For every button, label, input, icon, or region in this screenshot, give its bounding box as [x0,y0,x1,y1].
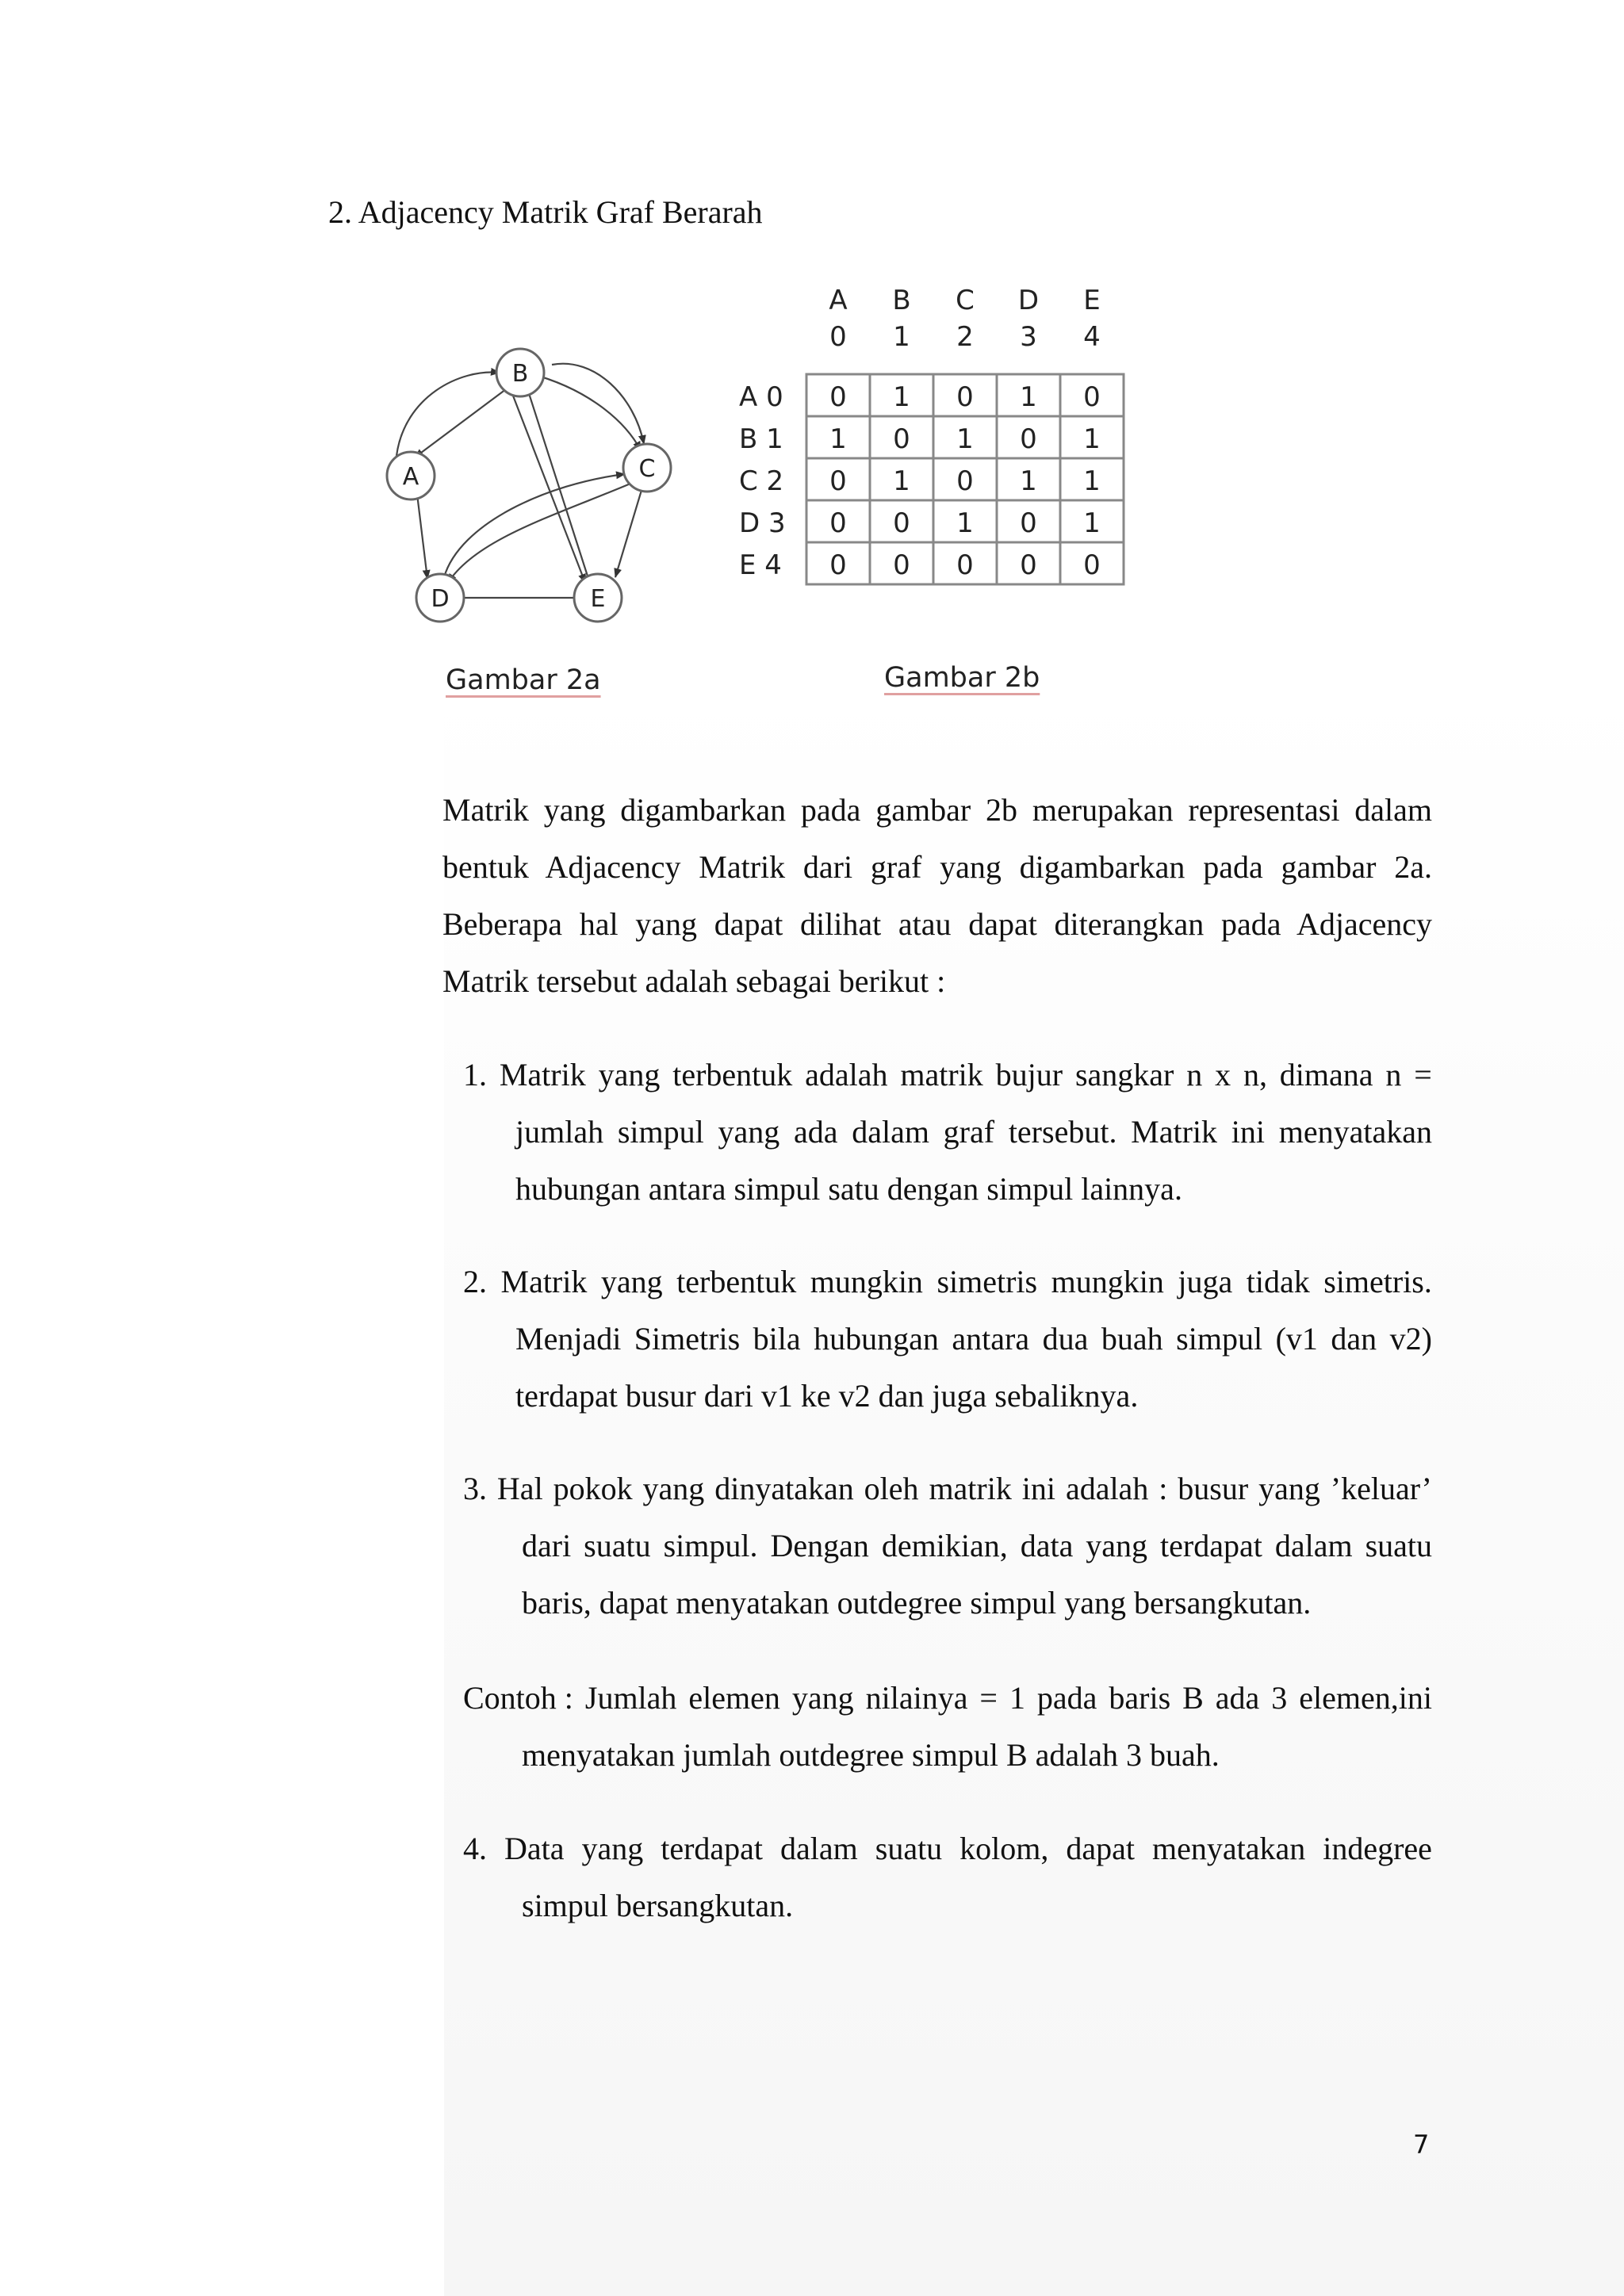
col-letter: C [956,285,975,316]
word: pokok [553,1471,633,1506]
node-e [574,574,622,622]
word: simetris [936,1264,1038,1299]
list-item-4 [463,1820,1432,1934]
node-b-label: B [511,360,529,388]
list-marker: 3. [463,1471,487,1506]
word: : [1159,1471,1168,1506]
node-c-label: C [638,455,656,483]
word: nilainya [865,1680,968,1716]
figures-svg [373,277,1166,721]
word: mungkin [810,1264,923,1299]
matrix-row-labels [739,381,786,581]
list-item-continuation: dari suatu simpul. Dengan demikian, data yang terdapat dalam suatu baris, dapat menyatakan outdegree simpul yang bersangkutan. [522,1528,1432,1621]
word: elemen [688,1680,780,1716]
word: terbentuk [672,1057,793,1093]
word: n [1186,1057,1203,1093]
matrix-cell: 1 [1020,381,1037,413]
list-item-first-line [463,1460,1432,1517]
col-letter: A [829,285,848,316]
word: adalah [1065,1471,1149,1506]
list-item-first-line [463,1820,1432,1877]
list-item-continuation: Menjadi Simetris bila hubungan antara dua buah simpul (v1 dan v2) terdapat busur dari v1 ke v2 dan juga sebaliknya. [515,1321,1432,1414]
edge-d-c [444,474,625,577]
node-b [496,349,544,396]
matrix-cell: 1 [1083,423,1101,455]
word: x [1215,1057,1231,1093]
matrix-cell: 0 [1020,507,1037,539]
list-item-first-line [463,1670,1432,1727]
word: Data [504,1831,565,1866]
matrix-cell: 0 [1083,549,1101,581]
word: = [979,1680,998,1716]
edge-a-b [396,373,500,456]
word: busur [1178,1471,1249,1506]
matrix-cell: 1 [893,381,910,413]
col-letter: E [1083,285,1101,316]
matrix-cell: 0 [829,381,847,413]
word: terbentuk [676,1264,797,1299]
list-item-2 [463,1253,1432,1425]
matrix-cell: 1 [893,465,910,497]
word: yang [791,1680,854,1716]
intro-paragraph: Matrik yang digambarkan pada gambar 2b merupakan representasi dalam bentuk Adjacency Matrik dari graf yang digambarkan pada gambar 2a. Beberapa hal yang dapat dilihat atau dapat diterangkan pada Adjacency Matrik tersebut adalah sebagai berikut : [442,792,1432,999]
section-heading: 2. Adjacency Matrik Graf Berarah [328,194,763,230]
word: matrik [900,1057,983,1093]
page-number: 7 [1413,2130,1430,2160]
word: menyatakan [1152,1831,1306,1866]
word: ini [1021,1471,1056,1506]
word: dinyatakan [714,1471,854,1506]
matrix-cell: 0 [1083,381,1101,413]
list-marker: 1. [463,1057,487,1093]
matrix-cell: 1 [1083,507,1101,539]
row-label: E 4 [739,549,782,581]
edge-a-d [416,488,427,579]
word: pada [1036,1680,1097,1716]
word: yang [581,1831,644,1866]
word: ada [1215,1680,1260,1716]
word: matrik [929,1471,1012,1506]
word: yang [1258,1471,1320,1506]
list-item-3 [463,1460,1432,1632]
word: tidak [1246,1264,1310,1299]
node-a-label: A [402,463,419,491]
word: Hal [496,1471,543,1506]
node-e-label: E [590,585,606,613]
word: Matrik [499,1057,586,1093]
word: simetris. [1323,1264,1432,1299]
word: 3 [1271,1680,1288,1716]
word: sangkar [1074,1057,1174,1093]
col-number: 1 [893,321,910,353]
edge-b-d [527,388,590,584]
word: adalah [805,1057,888,1093]
word: B [1182,1680,1204,1716]
col-letter: D [1017,285,1040,316]
word: Matrik [500,1264,588,1299]
matrix-column-headers [829,285,1100,353]
row-label: B 1 [739,423,783,455]
word: indegree [1323,1831,1432,1866]
word: yang [642,1471,705,1506]
node-a [387,452,435,499]
matrix-cell: 0 [893,549,910,581]
row-label: A 0 [739,381,783,413]
word: oleh [864,1471,919,1506]
col-number: 2 [956,321,974,353]
caption-gambar-2b: Gambar 2b [884,662,1040,694]
example-marker: Contoh : [463,1680,573,1716]
matrix-cell: 1 [1020,465,1037,497]
list-item-continuation: simpul bersangkutan. [522,1888,794,1923]
matrix-cell: 1 [829,423,847,455]
word: terdapat [661,1831,764,1866]
col-number: 3 [1020,321,1037,353]
matrix-cell: 1 [1083,465,1101,497]
list-item-1 [463,1047,1432,1218]
word: dimana [1279,1057,1373,1093]
edge-c-e [615,488,642,577]
word: ’keluar’ [1330,1471,1432,1506]
matrix-cell: 0 [893,423,910,455]
word: suatu [875,1831,943,1866]
col-number: 4 [1083,321,1101,353]
word: juga [1178,1264,1233,1299]
row-label: C 2 [739,465,784,497]
list-item-continuation: menyatakan jumlah outdegree simpul B adalah 3 buah. [522,1737,1220,1773]
edge-b-a [415,389,506,457]
node-d [416,574,464,622]
matrix-cell: 0 [829,465,847,497]
matrix-cell: 0 [956,465,974,497]
matrix-cell: 1 [956,507,974,539]
caption-gambar-2a: Gambar 2a [446,664,601,696]
example-item [463,1670,1432,1784]
word: elemen,ini [1299,1680,1432,1716]
list-item-first-line [463,1047,1432,1104]
edge-b-e [511,392,585,583]
col-number: 0 [829,321,847,353]
list-marker: 2. [463,1264,487,1299]
word: dalam [780,1831,858,1866]
col-letter: B [892,285,911,316]
matrix-cell: 1 [956,423,974,455]
matrix-cell: 0 [956,381,974,413]
matrix-cell: 0 [829,507,847,539]
word: Jumlah [584,1680,677,1716]
word: bujur [995,1057,1063,1093]
list-item-first-line [463,1253,1432,1311]
node-d-label: D [431,585,450,613]
matrix-cell: 0 [1020,423,1037,455]
word: 1 [1009,1680,1025,1716]
node-c [623,444,671,492]
word: = [1414,1057,1432,1093]
list-item-continuation: jumlah simpul yang ada dalam graf tersebut. Matrik ini menyatakan hubungan antara simpul satu dengan simpul lainnya. [515,1114,1432,1207]
word: kolom, [959,1831,1049,1866]
matrix-cell: 0 [1020,549,1037,581]
word: n [1385,1057,1402,1093]
word: n, [1243,1057,1267,1093]
word: mungkin [1051,1264,1164,1299]
word: yang [600,1264,663,1299]
word: baris [1109,1680,1171,1716]
matrix-cell: 0 [893,507,910,539]
matrix-cell: 0 [956,549,974,581]
row-label: D 3 [739,507,786,539]
matrix-cell: 0 [829,549,847,581]
word: yang [598,1057,661,1093]
figures-container [373,277,1166,721]
list-marker: 4. [463,1831,487,1866]
word: dapat [1066,1831,1136,1866]
edge-b-c [530,373,641,450]
